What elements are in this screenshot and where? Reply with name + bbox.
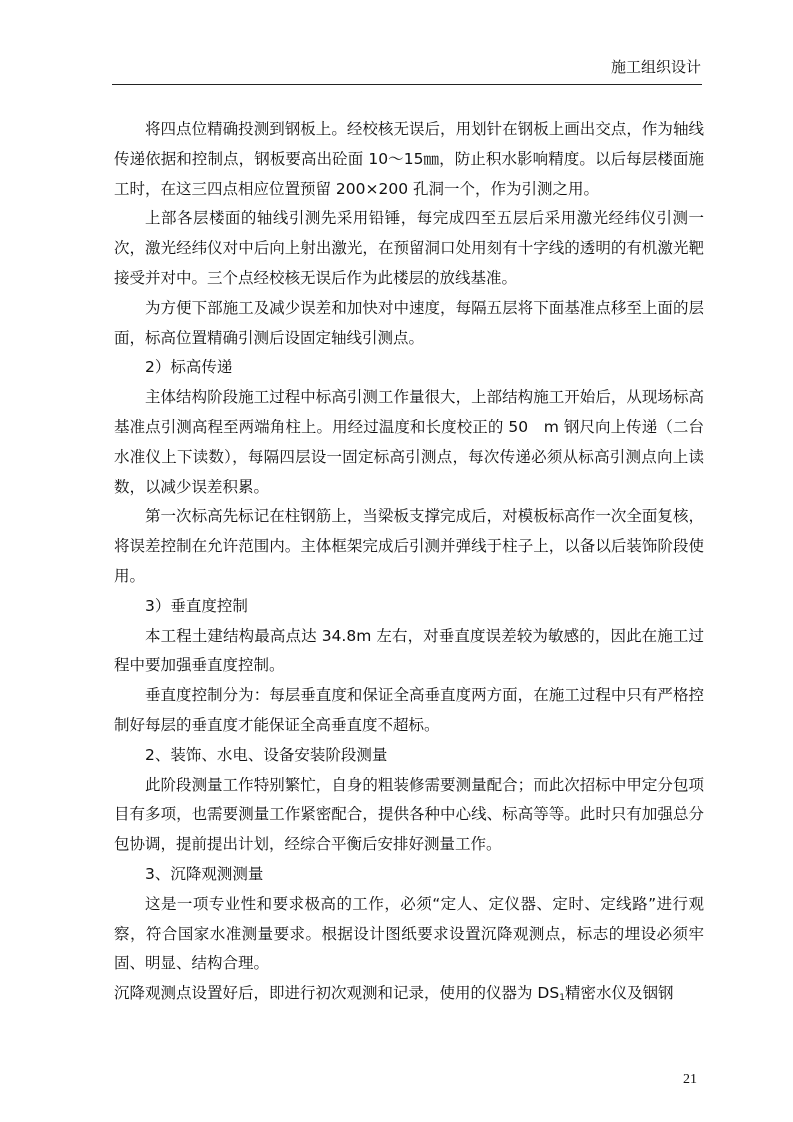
paragraph-text: 沉降观测点设置好后，即进行初次观测和记录，使用的仪器为 DS bbox=[114, 984, 560, 1003]
subscript: 1 bbox=[559, 993, 565, 1004]
section-heading: 2、装饰、水电、设备安装阶段测量 bbox=[145, 745, 388, 764]
body-text bbox=[114, 115, 704, 1014]
paragraph-last bbox=[114, 979, 704, 1014]
page-number: 21 bbox=[683, 1072, 697, 1087]
paragraph: 将四点位精确投测到钢板上。经校核无误后，用划针在钢板上画出交点，作为轴线传递依据和控制点，钢板要高出砼面 10～15㎜，防止积水影响精度。以后每层楼面施工时，在这三四点相应位置预留 200×200 孔洞一个，作为引测之用。 bbox=[114, 120, 704, 198]
header-rule bbox=[112, 84, 702, 85]
subheading: 3）垂直度控制 bbox=[145, 596, 248, 615]
paragraph: 这是一项专业性和要求极高的工作，必须“定人、定仪器、定时、定线路”进行观察，符合国家水准测量要求。根据设计图纸要求设置沉降观测点，标志的埋设必须牢固、明显、结构合理。 bbox=[114, 894, 704, 973]
paragraph: 本工程土建结构最高点达 34.8m 左右，对垂直度误差较为敏感的，因此在施工过程中要加强垂直度控制。 bbox=[114, 626, 704, 675]
running-header: 施工组织设计 bbox=[610, 58, 701, 76]
paragraph: 主体结构阶段施工过程中标高引测工作量很大，上部结构施工开始后，从现场标高基准点引测高程至两端角柱上。用经过温度和长度校正的 50 m 钢尺向上传递（二台水准仪上下读数），每隔四层设一固定标高引测点，每次传递必须从标高引测点向上读数，以减少误差积累。 bbox=[114, 388, 704, 496]
paragraph: 垂直度控制分为：每层垂直度和保证全高垂直度两方面，在施工过程中只有严格控制好每层的垂直度才能保证全高垂直度不超标。 bbox=[114, 686, 704, 734]
paragraph: 为方便下部施工及减少误差和加快对中速度，每隔五层将下面基准点移至上面的层面，标高位置精确引测后设固定轴线引测点。 bbox=[114, 298, 704, 347]
paragraph: 上部各层楼面的轴线引测先采用铅锤，每完成四至五层后采用激光经纬仪引测一次，激光经纬仪对中后向上射出激光，在预留洞口处用刻有十字线的透明的有机激光靶接受并对中。三个点经校核无误后作为此楼层的放线基准。 bbox=[114, 209, 704, 287]
paragraph: 第一次标高先标记在柱钢筋上，当梁板支撑完成后，对模板标高作一次全面复核，将误差控制在允许范围内。主体框架完成后引测并弹线于柱子上，以备以后装饰阶段使用。 bbox=[114, 507, 704, 585]
section-heading: 3、沉降观测测量 bbox=[145, 864, 264, 883]
paragraph-text: 精密水仪及铟钢 bbox=[564, 984, 674, 1003]
paragraph: 此阶段测量工作特别繁忙，自身的粗装修需要测量配合；而此次招标中甲定分包项目有多项，也需要测量工作紧密配合，提供各种中心线、标高等等。此时只有加强总分包协调，提前提出计划，经综合平衡后安排好测量工作。 bbox=[114, 775, 704, 854]
subheading: 2）标高传递 bbox=[145, 358, 233, 377]
